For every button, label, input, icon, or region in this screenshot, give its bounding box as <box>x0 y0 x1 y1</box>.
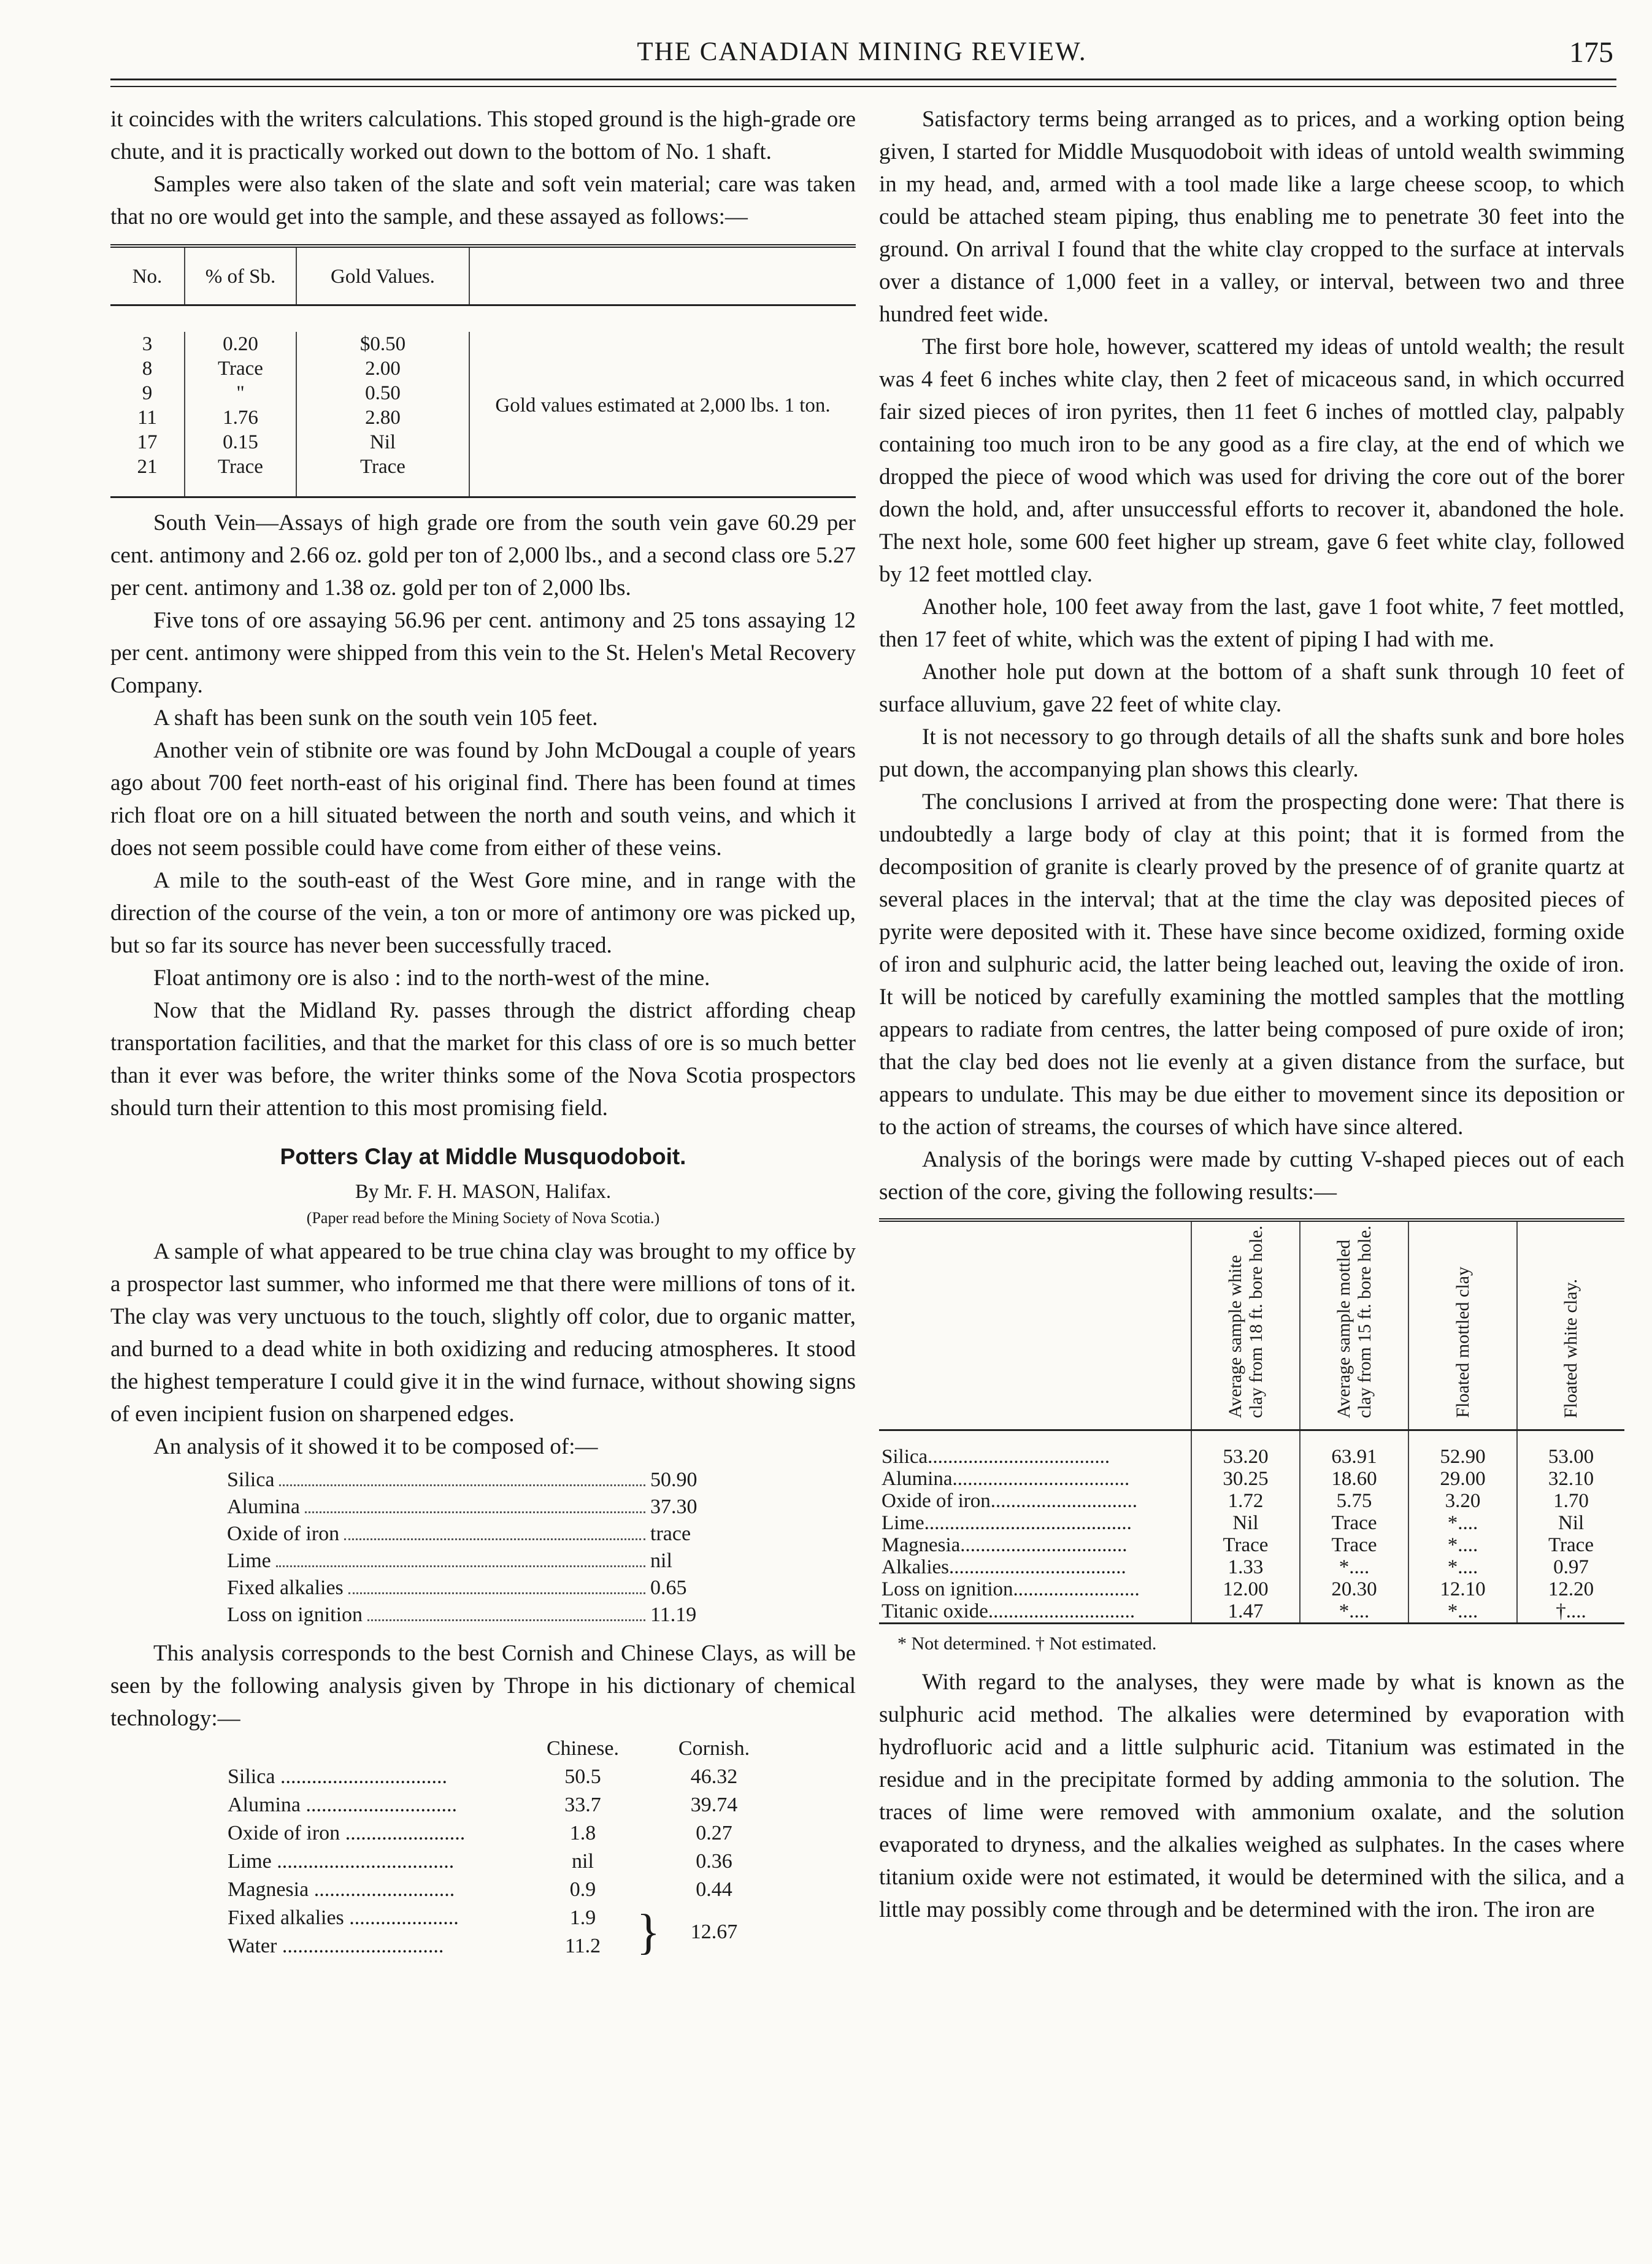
cell: 0.20 <box>185 332 296 356</box>
header-text: Average sample white clay from 18 ft. bore hole. <box>1224 1225 1266 1418</box>
cell: *.... <box>1408 1600 1517 1624</box>
paragraph: Another hole put down at the bottom of a shaft sunk through 10 feet of surface alluvium, gave 22 feet of white clay. <box>879 659 1624 717</box>
row-label: Water <box>228 1935 277 1957</box>
row-label: Alumina <box>228 1794 301 1816</box>
paragraph: Analysis of the borings were made by cutting V-shaped pieces out of each section of the core, giving the following results:— <box>879 1147 1624 1205</box>
row-label: Silica <box>228 1765 275 1788</box>
list-item <box>227 1494 718 1521</box>
table-row: Alumina ............................. 33.7 39.74 <box>227 1791 761 1819</box>
list-item <box>227 1467 718 1494</box>
cell: 2.80 <box>296 405 469 430</box>
paragraph: it coincides with the writers calculations. This stoped ground is the high-grade ore chute, and it is practically worked out down to the bottom of No. 1 shaft. <box>110 107 856 164</box>
paragraph: Now that the Midland Ry. passes through the district affording cheap transportation facilities, and that the market for this class of ore is so much better than it ever was before, the writer thinks some of the Nova Scotia prospectors should turn their attention to this most promising field. <box>110 998 856 1121</box>
cell: 5.75 <box>1300 1490 1408 1512</box>
header-text: Floated white clay. <box>1561 1278 1581 1418</box>
cell: 32.10 <box>1517 1468 1624 1490</box>
cell: 0.27 <box>696 1822 732 1844</box>
paragraph: This analysis corresponds to the best Cornish and Chinese Clays, as will be seen by the following analysis given by Thrope in his dictionary of chemical technology:— <box>110 1641 856 1731</box>
cell: Trace <box>1191 1534 1300 1556</box>
row-label: Loss on ignition <box>882 1578 1013 1600</box>
table-row: Water ............................... 11.2 <box>227 1932 761 1960</box>
paragraph: Float antimony ore is also : ind to the north-west of the mine. <box>153 965 710 991</box>
row-label: Lime <box>228 1850 272 1873</box>
cell: 2.00 <box>296 356 469 381</box>
header-text: Average sample mottled clay from 15 ft. bore hole. <box>1333 1225 1375 1418</box>
header-rule-top <box>110 79 1616 80</box>
cell: Trace <box>1300 1534 1408 1556</box>
cell: 20.30 <box>1300 1578 1408 1600</box>
cell: 63.91 <box>1300 1446 1408 1468</box>
cell: Trace <box>296 455 469 479</box>
list-item <box>227 1548 718 1575</box>
cell: 39.74 <box>690 1794 738 1816</box>
analysis-list <box>227 1467 718 1629</box>
table-footnote: * Not determined. † Not estimated. <box>897 1633 1157 1654</box>
table-row: Alumina................................... 30.25 18.60 29.00 32.10 <box>879 1468 1624 1490</box>
table-row: Oxide of iron............................. 1.72 5.75 3.20 1.70 <box>879 1490 1624 1512</box>
item-label: Alumina <box>227 1495 300 1518</box>
page-number: 175 <box>1569 36 1613 69</box>
cell: 50.5 <box>564 1765 601 1788</box>
row-label: Alumina <box>882 1468 953 1490</box>
paragraph: A sample of what appeared to be true china clay was brought to my office by a prospector last summer, who informed me that there were millions of tons of it. The clay was very unctuous to the touch, slightly off color, due to organic matter, and burned to a dead white in both oxidizing and reducing atmospheres. It stood the highest temperature I could give it in the wind furnace, without showing signs of even incipient fusion on sharpened edges. <box>110 1239 856 1427</box>
list-item <box>227 1521 718 1548</box>
cell: 12.00 <box>1191 1578 1300 1600</box>
item-value: nil <box>650 1549 672 1572</box>
cell: 1.70 <box>1517 1490 1624 1512</box>
paragraph: It is not necessory to go through details of all the shafts sunk and bore holes put down, the accompanying plan shows this clearly. <box>879 724 1624 782</box>
row-label: Alkalies <box>882 1556 949 1578</box>
journal-title: THE CANADIAN MINING REVIEW. <box>637 37 1087 66</box>
item-label: Silica <box>227 1468 275 1491</box>
cell: 12.20 <box>1517 1578 1624 1600</box>
row-label: Fixed alkalies <box>228 1906 344 1929</box>
cell: 3.20 <box>1408 1490 1517 1512</box>
cell: 30.25 <box>1191 1468 1300 1490</box>
list-item <box>227 1575 718 1602</box>
cell: 11.2 <box>564 1935 601 1957</box>
paragraph: The first bore hole, however, scattered my ideas of untold wealth; the result was 4 feet 6 inches white clay, then 2 feet of micaceous sand, in which occurred fair sized pieces of iron pyrites, then 11 feet 6 inches of mottled clay, palpably containing too much iron to be any good as a fire clay, at the end of which we dropped the piece of wood which was used for driving the core out of the borer down the hold, and, after unsuccessful efforts to recover it, abandoned the hole. The next hole, some 600 feet higher up stream, gave 6 feet white clay, followed by 12 feet mottled clay. <box>879 334 1624 587</box>
row-label: Lime <box>882 1512 924 1534</box>
col-header-gold: Gold Values. <box>296 246 469 305</box>
cell: †.... <box>1517 1600 1624 1624</box>
paragraph: Another vein of stibnite ore was found by John McDougal a couple of years ago about 700 feet north-east of his original find. There has been found at times rich float ore on a hill situated between the north and south veins, and which it does not seem possible could have come from either of these veins. <box>110 738 856 861</box>
item-label: Lime <box>227 1549 271 1572</box>
row-label: Oxide of iron <box>228 1822 340 1844</box>
cell: Trace <box>1517 1534 1624 1556</box>
right-column <box>879 103 1624 1926</box>
list-item <box>227 1602 718 1629</box>
cell: 17 <box>110 430 185 455</box>
item-value: 0.65 <box>650 1576 687 1599</box>
col-header <box>1300 1220 1408 1430</box>
cell: Trace <box>185 455 296 479</box>
cell: Trace <box>185 356 296 381</box>
byline-note: (Paper read before the Mining Society of Nova Scotia.) <box>306 1209 660 1227</box>
header-text: Floated mottled clay <box>1452 1267 1473 1418</box>
cell: 46.32 <box>690 1765 738 1788</box>
cell: 3 <box>110 332 185 356</box>
cell: 8 <box>110 356 185 381</box>
cell: $0.50 <box>296 332 469 356</box>
table-row: Magnesia ........................... 0.9 0.44 <box>227 1876 761 1904</box>
paragraph: Another hole, 100 feet away from the last, gave 1 foot white, 7 feet mottled, then 17 feet of white, which was the extent of piping I had with me. <box>879 594 1624 652</box>
table-row: Silica ................................ 50.5 46.32 <box>227 1763 761 1791</box>
cell: nil <box>572 1850 594 1873</box>
table-row: Lime .................................. nil 0.36 <box>227 1848 761 1876</box>
cell: Trace <box>1300 1512 1408 1534</box>
cell: *.... <box>1300 1556 1408 1578</box>
cell: 21 <box>110 455 185 479</box>
gold-note: Gold values estimated at 2,000 lbs. 1 ton. <box>495 394 831 416</box>
cell: 0.15 <box>185 430 296 455</box>
item-value: trace <box>650 1522 691 1545</box>
cell: *.... <box>1408 1556 1517 1578</box>
paragraph: With regard to the analyses, they were made by what is known as the sulphuric acid method. The alkalies were determined by evaporation with hydrofluoric acid and a little sulphuric acid. Titanium was estimated in the residue and in the precipitate formed by adding ammonia to the solution. The traces of lime were removed with ammonium oxalate, and the solution evaporated to dryness, and the alkalies weighed as sulphates. In the cases where titanium oxide were not estimated, it would be determined with the silica, and a little may possibly come through and be determined with the iron. The iron are <box>879 1670 1624 1922</box>
samples-table <box>110 244 856 498</box>
table-row <box>110 332 856 356</box>
cell: 53.20 <box>1191 1446 1300 1468</box>
paragraph: A mile to the south-east of the West Gore mine, and in range with the direction of the course of the vein, a ton or more of antimony ore was picked up, but so far its source has never been successfully traced. <box>110 868 856 958</box>
col-header-chinese: Chinese. <box>546 1737 620 1760</box>
combined-value: 12.67 <box>690 1921 738 1943</box>
article-title: Potters Clay at Middle Musquodoboit. <box>280 1144 686 1169</box>
table-row: Oxide of iron ....................... 1.8 0.27 <box>227 1819 761 1848</box>
table-row: Lime......................................... Nil Trace *.... Nil <box>879 1512 1624 1534</box>
table-row: Loss on ignition......................... 12.00 20.30 12.10 12.20 <box>879 1578 1624 1600</box>
cell: 12.10 <box>1408 1578 1517 1600</box>
item-label: Loss on ignition <box>227 1603 363 1626</box>
cell: 11 <box>110 405 185 430</box>
cell: 0.44 <box>696 1878 732 1901</box>
cell: Nil <box>1517 1512 1624 1534</box>
col-header <box>1408 1220 1517 1430</box>
item-value: 37.30 <box>650 1495 697 1518</box>
cell: 1.72 <box>1191 1490 1300 1512</box>
table-row: Titanic oxide............................. 1.47 *.... *.... †.... <box>879 1600 1624 1624</box>
row-label: Magnesia <box>228 1878 309 1901</box>
cell: 0.36 <box>696 1850 732 1873</box>
item-value: 50.90 <box>650 1468 697 1491</box>
item-label: Fixed alkalies <box>227 1576 344 1599</box>
cell: *.... <box>1408 1512 1517 1534</box>
cell: 0.97 <box>1517 1556 1624 1578</box>
cell: 53.00 <box>1517 1446 1624 1468</box>
item-value: 11.19 <box>650 1603 697 1626</box>
col-header-no: No. <box>110 246 185 305</box>
header-rule-bottom <box>110 86 1616 87</box>
cell: 1.9 <box>569 1906 596 1929</box>
table-row: Silica.................................... 53.20 63.91 52.90 53.00 <box>879 1446 1624 1468</box>
brace: } <box>636 1905 661 1959</box>
cell: Nil <box>1191 1512 1300 1534</box>
cell: *.... <box>1408 1534 1517 1556</box>
cell: 18.60 <box>1300 1468 1408 1490</box>
item-label: Oxide of iron <box>227 1522 340 1545</box>
col-header <box>1191 1220 1300 1430</box>
paragraph: South Vein—Assays of high grade ore from the south vein gave 60.29 per cent. antimony and 2.66 oz. gold per ton of 2,000 lbs., and a second class ore 5.27 per cent. antimony and 1.38 oz. gold per ton of 2,000 lbs. <box>110 510 856 601</box>
cell: 9 <box>110 381 185 405</box>
cell: 1.8 <box>569 1822 596 1844</box>
cell: " <box>185 381 296 405</box>
cell: 1.76 <box>185 405 296 430</box>
paragraph: Satisfactory terms being arranged as to prices, and a working option being given, I started for Middle Musquodoboit with ideas of untold wealth swimming in my head, and, armed with a tool made like a large cheese scoop, to which could be attached steam piping, thus enabling me to penetrate 30 feet into the ground. On arrival I found that the white clay cropped to the surface at intervals over a distance of 1,000 feet in a valley, or interval, between two and three hundred feet wide. <box>879 107 1624 327</box>
row-label: Magnesia <box>882 1534 961 1556</box>
cell: 0.9 <box>569 1878 596 1901</box>
paragraph: A shaft has been sunk on the south vein 105 feet. <box>153 705 598 731</box>
paragraph: Samples were also taken of the slate and soft vein material; care was taken that no ore would get into the sample, and these assayed as follows:— <box>110 172 856 229</box>
cell: 1.33 <box>1191 1556 1300 1578</box>
paragraph: Five tons of ore assaying 56.96 per cent. antimony and 25 tons assaying 12 per cent. antimony were shipped from this vein to the St. Helen's Metal Recovery Company. <box>110 608 856 698</box>
cell: 29.00 <box>1408 1468 1517 1490</box>
paragraph: The conclusions I arrived at from the prospecting done were: That there is undoubtedly a large body of clay at this point; that it is formed from the decomposition of granite is clearly proved by the presence of of granite quartz at several places in the interval; that at the time the clay was deposited pieces of pyrite were deposited with it. These have since become oxidized, forming oxide of iron and sulphuric acid, the latter being leached out, leaving the oxide of iron. It will be noticed by carefully examining the mottled samples that the mottling appears to radiate from centres, the latter being composed of pure oxide of iron; that the clay bed does not lie evenly at a given distance from the surface, but appears to undulate. This may be due either to movement since its deposition or to the action of streams, the courses of which have since altered. <box>879 789 1624 1140</box>
left-column <box>110 103 856 1960</box>
col-header-sb: % of Sb. <box>185 246 296 305</box>
comparison-table <box>227 1735 761 1960</box>
cell: 1.47 <box>1191 1600 1300 1624</box>
col-header-note <box>469 246 856 305</box>
cell: 33.7 <box>564 1794 601 1816</box>
row-label: Silica <box>882 1446 928 1468</box>
cell: 52.90 <box>1408 1446 1517 1468</box>
page-header <box>110 31 1613 74</box>
row-label: Titanic oxide <box>882 1600 988 1622</box>
table-row: Alkalies................................... 1.33 *.... *.... 0.97 <box>879 1556 1624 1578</box>
byline: By Mr. F. H. MASON, Halifax. <box>355 1181 612 1203</box>
table-row: Fixed alkalies ..................... 1.9 } 12.67 <box>227 1904 761 1932</box>
row-label: Oxide of iron <box>882 1490 991 1512</box>
cell: *.... <box>1300 1600 1408 1624</box>
borings-table <box>879 1218 1624 1624</box>
cell: 0.50 <box>296 381 469 405</box>
paragraph: An analysis of it showed it to be composed of:— <box>153 1434 598 1459</box>
table-row: Magnesia................................. Trace Trace *.... Trace <box>879 1534 1624 1556</box>
col-header-cornish: Cornish. <box>678 1737 750 1760</box>
cell: Nil <box>296 430 469 455</box>
col-header <box>1517 1220 1624 1430</box>
